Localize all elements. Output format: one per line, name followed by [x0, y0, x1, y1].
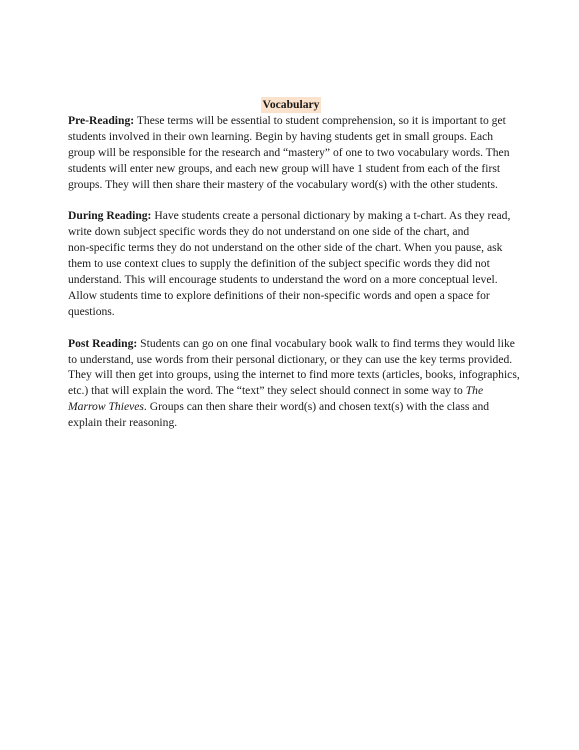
post-reading-line-4 [68, 383, 514, 399]
during-reading-line-1 [68, 208, 514, 224]
post-reading-line-1 [68, 336, 514, 352]
during-reading-label: During Reading: [68, 209, 152, 223]
during-reading-line-3: non-specific terms they do not understand on the other side of the chart. When you pause, ask [68, 241, 503, 255]
post-reading-line-5 [68, 399, 514, 415]
post-reading-text-5: . Groups can then share their word(s) and chosen text(s) with the class and [143, 400, 490, 414]
during-reading-line-5: understand. This will encourage students to understand the word on a more conceptual level. [68, 273, 498, 287]
during-reading-line-7: questions. [68, 304, 115, 318]
post-reading-line-2: to understand, use words from their personal dictionary, or they can use the key terms provided. [68, 352, 513, 366]
post-reading-section [68, 336, 520, 431]
during-reading-line-6: Allow students time to explore definitions of their non-specific words and open a space for [68, 288, 490, 302]
pre-reading-label: Pre-Reading: [68, 114, 135, 127]
post-reading-text-1: Students can go on one final vocabulary book walk to find terms they would like [137, 336, 515, 350]
pre-reading-section [68, 113, 514, 193]
page-title: Vocabulary [262, 98, 320, 111]
post-reading-line-6: explain their reasoning. [68, 416, 178, 430]
during-reading-line-2: write down subject specific words they do not understand on one side of the chart, and [68, 225, 470, 239]
title-row [68, 97, 514, 113]
pre-reading-line-1 [68, 113, 514, 129]
pre-reading-line-4: students will enter new groups, and each new group will have 1 student from each of the first [68, 161, 501, 175]
pre-reading-line-2: students involved in their own learning. Begin by having students get in small groups. Each [68, 129, 494, 143]
during-reading-text-1: Have students create a personal dictionary by making a t-chart. As they read, [151, 209, 511, 223]
during-reading-line-4: them to use context clues to supply the definition of the subject specific words they did not [68, 257, 490, 271]
pre-reading-line-5: groups. They will then share their mastery of the vocabulary word(s) with the other students. [68, 177, 498, 191]
during-reading-section [68, 208, 514, 319]
pre-reading-text-1: These terms will be essential to student comprehension, so it is important to get [134, 114, 506, 127]
document-body [68, 97, 520, 447]
book-title-part-2: Marrow Thieves [68, 400, 144, 414]
book-title-part-1: The [465, 384, 484, 398]
pre-reading-line-3: group will be responsible for the research and “mastery” of one to two vocabulary words. Then [68, 145, 510, 159]
post-reading-line-3: They will then get into groups, using the internet to find more texts (articles, books, infographics, [68, 368, 520, 382]
post-reading-text-4: etc.) that will explain the word. The “text” they select should connect in some way to [68, 384, 466, 398]
post-reading-label: Post Reading: [68, 336, 138, 350]
